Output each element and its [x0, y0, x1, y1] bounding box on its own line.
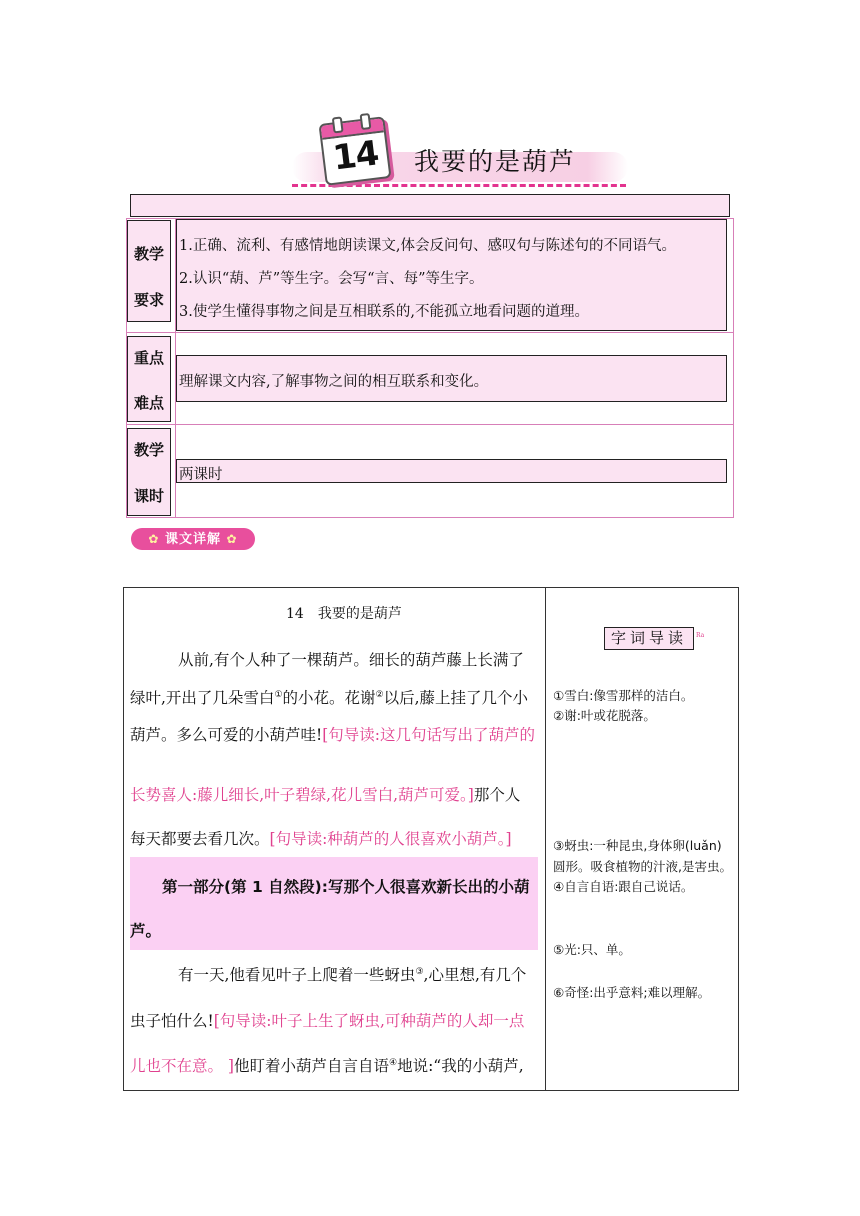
vocab-note: ③蚜虫:一种昆虫,身体卵(luǎn) [553, 838, 722, 853]
vocab-note: ④自言自语:跟自己说话。 [553, 879, 694, 894]
table-divider [126, 332, 734, 333]
part-summary-box [130, 857, 538, 950]
paragraph-line: 长势喜人:藤儿细长,叶子碧绿,花儿雪白,葫芦可爱。]那个人 [130, 786, 521, 804]
vocab-note: ②谢:叶或花脱落。 [553, 708, 656, 723]
paragraph-line: 虫子怕什么![句导读:叶子上生了蚜虫,可种葫芦的人却一点 [130, 1012, 525, 1030]
text-heading: 14 我要的是葫芦 [286, 606, 402, 622]
requirement-line: 2.认识“葫、芦”等生字。会写“言、每”等生字。 [179, 271, 484, 287]
class-hours-content [176, 459, 727, 483]
table-header-bar [130, 194, 730, 217]
star-icon: ✿ [148, 532, 160, 546]
paragraph-line: 每天都要去看几次。[句导读:种葫芦的人很喜欢小葫芦。] [130, 830, 512, 848]
calendar-ring-icon [360, 113, 372, 130]
vocab-note: ⑥奇怪:出乎意料;难以理解。 [553, 985, 711, 1000]
title-dashed-underline [292, 184, 626, 187]
calendar-ring-icon [332, 116, 344, 133]
requirements-content [176, 219, 727, 331]
key-points-line: 理解课文内容,了解事物之间的相互联系和变化。 [179, 374, 489, 390]
section-badge: ✿ 课文详解 ✿ [131, 528, 255, 550]
class-hours-line: 两课时 [179, 467, 223, 483]
row-label-class-hours: 教学 课时 [127, 428, 171, 516]
requirement-line: 1.正确、流利、有感情地朗读课文,体会反问句、感叹句与陈述句的不同语气。 [179, 238, 676, 254]
star-icon: ✿ [226, 532, 238, 546]
lesson-title: 我要的是葫芦 [414, 147, 577, 176]
paragraph-line: 葫芦。多么可爱的小葫芦哇![句导读:这几句话写出了葫芦的 [130, 726, 536, 744]
row-label-requirements: 教学 要求 [127, 220, 171, 322]
row-label-key-points: 重点 难点 [127, 336, 171, 422]
sentence-guide: [句导读:种葫芦的人很喜欢小葫芦。] [269, 830, 512, 848]
part-summary-line: 芦。 [130, 922, 162, 940]
vocab-note: ①雪白:像雪那样的洁白。 [553, 688, 694, 703]
vocabulary-guide-title: 字词导读 [604, 627, 694, 650]
sentence-guide: [句导读:这几句话写出了葫芦的 [322, 726, 536, 744]
tiny-mark: Ra [696, 632, 705, 639]
part-summary-line: 第一部分(第 1 自然段):写那个人很喜欢新长出的小葫 [162, 878, 530, 896]
lesson-number: 14 [330, 133, 381, 179]
paragraph-line: 绿叶,开出了几朵雪白①的小花。花谢②以后,藤上挂了几个小 [130, 689, 529, 707]
table-divider [126, 424, 734, 425]
key-points-content [176, 355, 727, 402]
vocab-note: ⑤光:只、单。 [553, 942, 631, 957]
sentence-guide: [句导读:叶子上生了蚜虫,可种葫芦的人却一点 [213, 1012, 525, 1030]
calendar-number-icon [318, 116, 391, 186]
paragraph-line: 有一天,他看见叶子上爬着一些蚜虫③,心里想,有几个 [178, 966, 527, 984]
requirement-line: 3.使学生懂得事物之间是互相联系的,不能孤立地看问题的道理。 [179, 304, 589, 320]
sentence-guide: 长势喜人:藤儿细长,叶子碧绿,花儿雪白,葫芦可爱。] [130, 786, 474, 804]
sentence-guide: 儿也不在意。 ] [130, 1057, 234, 1075]
paragraph-line: 从前,有个人种了一棵葫芦。细长的葫芦藤上长满了 [178, 651, 524, 669]
paragraph-line: 儿也不在意。 ]他盯着小葫芦自言自语④地说:“我的小葫芦, [130, 1057, 524, 1075]
vocab-note: 圆形。吸食植物的汁液,是害虫。 [553, 859, 732, 874]
